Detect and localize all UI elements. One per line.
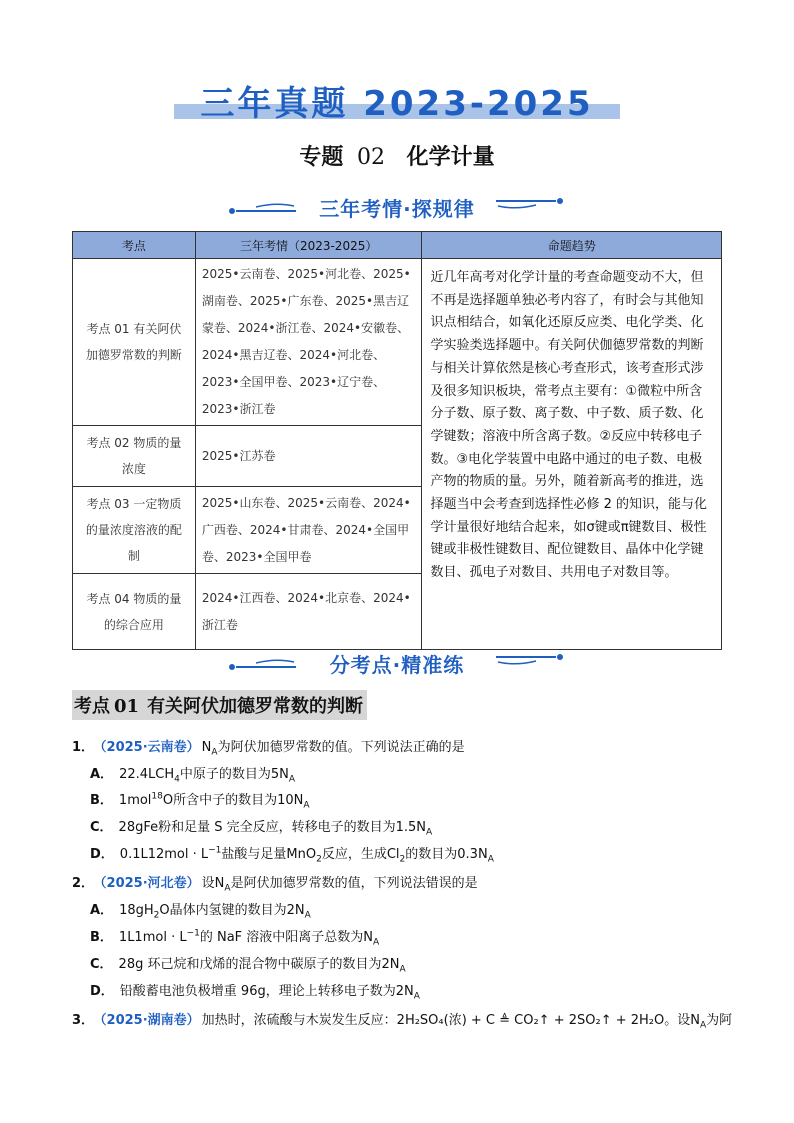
subscript: A [413,991,420,1002]
question-stem: 设N [201,876,225,891]
subscript: A [224,883,231,894]
section-title-practice: 分考点·精准练 [329,653,465,677]
option-text: 22.4LCH [119,767,175,782]
question-number: 3． [72,1013,95,1028]
point-cell: 考点 03 一定物质的量浓度溶液的配制 [73,487,196,574]
header-trend: 命题趋势 [422,232,722,259]
subscript: A [699,1020,707,1031]
subscript: 2 [153,910,160,921]
subtitle-number: 02 [357,145,385,170]
header-point: 考点 [73,232,196,259]
header-years: 三年考情（2023-2025） [195,232,422,259]
option-text: 18gH [119,903,154,918]
option-letter: D． [90,847,114,862]
subscript: A [303,800,310,811]
table-header-row [73,232,722,259]
years-cell: 2025•山东卷、2025•云南卷、2024•广西卷、2024•甘肃卷、2024•全国甲卷、2023•全国甲卷 [195,487,422,574]
years-cell: 2025•江苏卷 [195,426,422,487]
option-a[interactable] [90,899,311,921]
subscript: 2 [316,854,322,865]
option-letter: C． [90,820,113,835]
option-text: 28gFe粉和足量 S 完全反应，转移电子的数目为1.5N [118,820,427,835]
kp-number: 01 [114,696,140,717]
point-cell: 考点 01 有关阿伏加德罗常数的判断 [73,259,196,426]
question-source: （2025·河北卷） [100,876,200,891]
option-c[interactable] [90,816,432,838]
question-stem: 为阿 [706,1013,733,1028]
section-header-practice [0,649,794,683]
subscript: A [288,774,296,785]
subscript: 2 [399,854,406,865]
option-text: 的数目为0.3N [405,847,488,862]
question-source: （2025·湖南卷） [100,1013,200,1028]
subscript: 4 [174,774,180,785]
knowledge-point-header [72,690,367,720]
superscript: 18 [151,791,163,802]
point-cell: 考点 04 物质的量的综合应用 [73,574,196,650]
title-block [0,74,794,124]
subtitle-prefix: 专题 [299,144,344,170]
subscript: A [426,827,433,838]
subscript: A [211,747,218,758]
question-number: 1． [72,740,95,755]
exam-trend-table [72,231,722,650]
question-stem: 是阿伏加德罗常数的值，下列说法错误的是 [230,876,478,891]
option-text: O所含中子的数目为10N [162,793,304,808]
section-title-trends: 三年考情·探规律 [319,197,475,221]
kp-title: 有关阿伏加德罗常数的判断 [147,696,364,717]
option-text: 1mol [118,793,152,808]
option-text: 28g 环己烷和戊烯的混合物中碳原子的数目为2N [118,957,400,972]
option-d[interactable] [90,843,494,865]
years-cell: 2024•江西卷、2024•北京卷、2024•浙江卷 [195,574,422,650]
question-3 [72,1009,732,1031]
option-letter: D． [90,984,114,999]
subscript: A [373,937,380,948]
option-d[interactable] [90,980,420,1002]
option-text: 盐酸与足量MnO [221,847,317,862]
question-source: （2025·云南卷） [100,740,200,755]
symbol: N [201,740,212,755]
trend-cell: 近几年高考对化学计量的考查命题变动不大，但不再是选择题单独必考内容了，有时会与其他知识点相结合，如氧化还原反应类、电化学类、化学实验类选择题中。有关阿伏伽德罗常数的判断与相关计算依然是核心考查形式，该考查形式涉及很多知识板块，常考点主要有：①微粒中所含分子数、原子数、离子数、中子数、质子数、化学键数；溶液中所含离子数。②反应中转移电子数。③电化学装置中电路中通过的电子数、电极产物的物质的量。另外，随着新高考的推进，选择题当中会考查到选择性必修 2 的知识，能与化学计量很好地结合起来，如σ键或π键数目、极性键或非极性键数目、配位键数目、晶体中化学键数目、孤电子对数目、共用电子对数目等。 [422,259,722,650]
option-text: 0.1L12mol · L [119,847,209,862]
option-c[interactable] [90,953,406,975]
section-header-trends [0,193,794,227]
years-cell: 2025•云南卷、2025•河北卷、2025•湖南卷、2025•广东卷、2025•黑吉辽蒙卷、2024•浙江卷、2024•安徽卷、2024•黑吉辽卷、2024•河北卷、2023•全国甲卷、2023•辽宁卷、2023•浙江卷 [195,259,422,426]
option-b[interactable] [90,789,310,811]
option-letter: A． [90,903,114,918]
option-text: 1L1mol · L [118,930,187,945]
subscript: A [399,964,406,975]
option-a[interactable] [90,763,295,785]
option-b[interactable] [90,926,379,948]
option-text: 反应，生成Cl [321,847,400,862]
option-letter: B． [90,930,113,945]
option-text: 的 NaF 溶液中阳离子总数为N [199,930,374,945]
option-text: 中原子的数目为5N [179,767,289,782]
option-letter: A． [90,767,114,782]
question-stem: 加热时，浓硫酸与木炭发生反应：2H₂SO₄(浓) + C ≜ CO₂↑ + 2SO₂↑ + 2H₂O。设N [201,1013,700,1028]
option-text: O晶体内氢键的数目为2N [159,903,305,918]
option-letter: C． [90,957,113,972]
question-stem: 为阿伏加德罗常数的值。下列说法正确的是 [217,740,465,755]
kp-prefix: 考点 [74,696,110,717]
question-number: 2． [72,876,95,891]
subtitle-topic: 化学计量 [406,144,495,170]
right-ornament-icon [494,198,566,214]
subscript: A [487,854,494,865]
right-ornament-icon [494,654,566,670]
option-text: 铅酸蓄电池负极增重 96g，理论上转移电子数为2N [119,984,414,999]
subtitle [0,140,794,171]
superscript: −1 [186,928,200,939]
option-letter: B． [90,793,113,808]
question-1 [72,736,465,758]
point-cell: 考点 02 物质的量浓度 [73,426,196,487]
table-row [73,259,722,426]
question-2 [72,872,478,894]
subscript: A [304,910,311,921]
superscript: −1 [208,845,222,856]
main-title: 三年真题 2023-2025 [200,84,594,124]
